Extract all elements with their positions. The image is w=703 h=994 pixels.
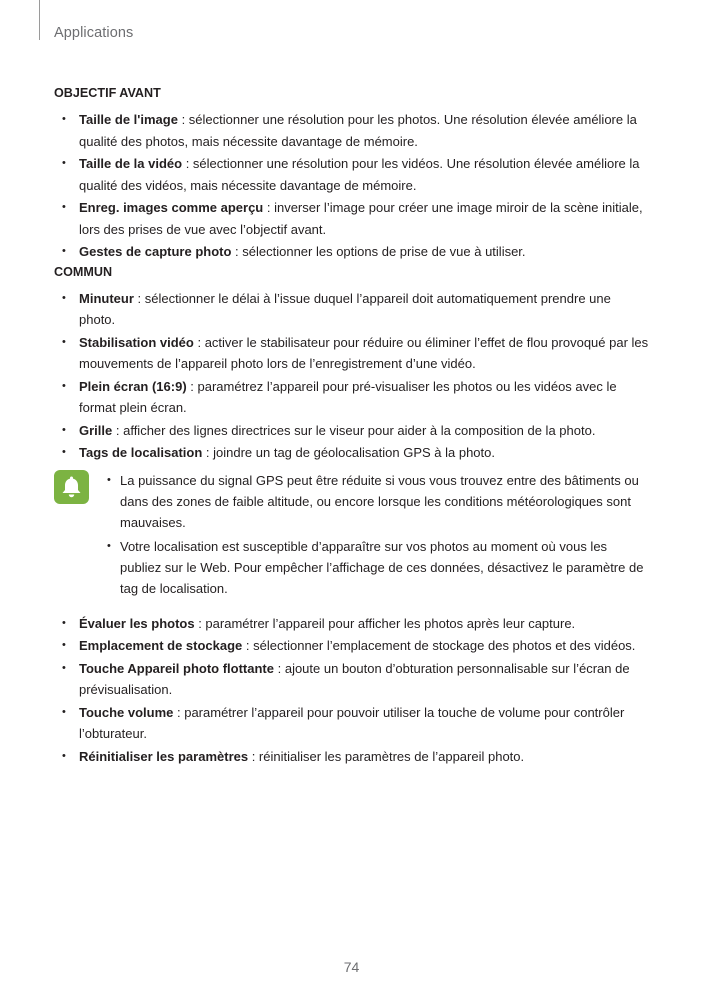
bullet-icon: •: [62, 157, 66, 169]
list-item: [54, 702, 650, 745]
item-text: : inverser l’image pour créer une image miroir de la scène initiale, lors des prises de vue avec l’objectif avant.: [79, 200, 643, 237]
item-text: : réinitialiser les paramètres de l’appareil photo.: [248, 748, 525, 764]
bullet-icon: •: [62, 423, 66, 436]
section-heading-objectif-avant: OBJECTIF AVANT: [54, 86, 161, 100]
item-text: : sélectionner le délai à l’issue duquel l’appareil doit automatiquement prendre une photo.: [79, 290, 611, 327]
bullet-icon: •: [62, 245, 66, 257]
item-term: Plein écran (16:9): [79, 378, 187, 394]
item-text: : afficher des lignes directrices sur le viseur pour aider à la composition de la photo.: [112, 422, 596, 438]
bullet-icon: •: [62, 616, 66, 629]
item-term: Taille de l'image: [79, 112, 178, 127]
note-item: [107, 536, 650, 599]
item-text: : sélectionner l’emplacement de stockage des photos et des vidéos.: [242, 638, 636, 653]
item-term: Réinitialiser les paramètres: [79, 748, 249, 764]
note-text: La puissance du signal GPS peut être réduite si vous vous trouvez entre des bâtiments ou dans des zones de faible altitude, ou encore lorsque les conditions météorologiques sont mauvaises.: [120, 472, 639, 530]
note-text: Votre localisation est susceptible d’apparaître sur vos photos au moment où vous les publiez sur le Web. Pour empêcher l’affichage de ces données, désactivez le paramètre de tag de localisation.: [120, 538, 644, 596]
bullet-icon: •: [62, 639, 66, 651]
item-term: Taille de la vidéo: [79, 156, 183, 171]
list-item: [54, 635, 650, 657]
bullet-icon: •: [62, 661, 66, 674]
bullet-icon: •: [107, 539, 111, 552]
section-heading-commun: COMMUN: [54, 264, 113, 279]
item-term: Gestes de capture photo: [79, 244, 232, 259]
item-text: : sélectionner une résolution pour les photos. Une résolution élevée améliore la qualité des photos, mais nécessite davantage de mémoire.: [79, 112, 637, 149]
list-item: [54, 746, 650, 768]
header-divider: [39, 0, 40, 40]
item-term: Minuteur: [79, 290, 134, 306]
bullet-icon: •: [62, 379, 66, 392]
item-term: Enreg. images comme aperçu: [79, 200, 264, 215]
bullet-icon: •: [62, 201, 66, 213]
item-text: : ajoute un bouton d’obturation personnalisable sur l’écran de prévisualisation.: [79, 660, 630, 697]
bullet-icon: •: [62, 705, 66, 718]
item-text: : paramétrez l’appareil pour pré-visualiser les photos ou les vidéos avec le format plein écran.: [79, 378, 617, 415]
commun-list: [54, 288, 650, 464]
list-item: [54, 420, 650, 442]
item-term: Tags de localisation: [79, 445, 203, 460]
item-text: : paramétrer l’appareil pour afficher les photos après leur capture.: [194, 615, 576, 631]
list-item: [54, 197, 650, 240]
item-term: Évaluer les photos: [79, 615, 195, 631]
item-term: Touche volume: [79, 704, 174, 720]
bullet-icon: •: [62, 291, 66, 304]
page-number: 74: [343, 959, 360, 975]
gps-note: [54, 470, 650, 599]
note-item: [107, 470, 650, 533]
item-term: Grille: [79, 422, 113, 438]
objectif-avant-list: [54, 109, 650, 263]
list-item: [54, 332, 650, 375]
list-item: [54, 109, 650, 152]
item-term: Emplacement de stockage: [79, 638, 243, 653]
list-item: [54, 153, 650, 196]
item-text: : sélectionner une résolution pour les vidéos. Une résolution élevée améliore la qualité des vidéos, mais nécessite davantage de mémoire.: [79, 156, 640, 193]
list-item: [54, 376, 650, 419]
item-term: Touche Appareil photo flottante: [79, 660, 274, 676]
bullet-icon: •: [62, 113, 66, 125]
item-term: Stabilisation vidéo: [79, 334, 194, 350]
list-item: [54, 613, 650, 635]
item-text: : paramétrer l’appareil pour pouvoir utiliser la touche de volume pour contrôler l’obturateur.: [79, 704, 625, 741]
list-item: [54, 442, 650, 464]
list-item: [54, 658, 650, 701]
item-text: : activer le stabilisateur pour réduire ou éliminer l’effet de flou provoqué par les mouvements de l’appareil photo lors de l’enregistrement d’une vidéo.: [79, 334, 649, 371]
bullet-icon: •: [107, 473, 111, 486]
page-header-title: Applications: [54, 25, 134, 41]
list-item: [54, 288, 650, 331]
item-text: : sélectionner les options de prise de vue à utiliser.: [231, 244, 526, 259]
bullet-icon: •: [62, 446, 66, 458]
note-list: [107, 470, 650, 599]
list-item: [54, 241, 650, 263]
notification-bell-icon: [54, 470, 89, 504]
more-settings-list: [54, 613, 650, 768]
bullet-icon: •: [62, 335, 66, 348]
bullet-icon: •: [62, 749, 66, 762]
page-content: [54, 83, 650, 768]
item-text: : joindre un tag de géolocalisation GPS à la photo.: [202, 445, 495, 460]
